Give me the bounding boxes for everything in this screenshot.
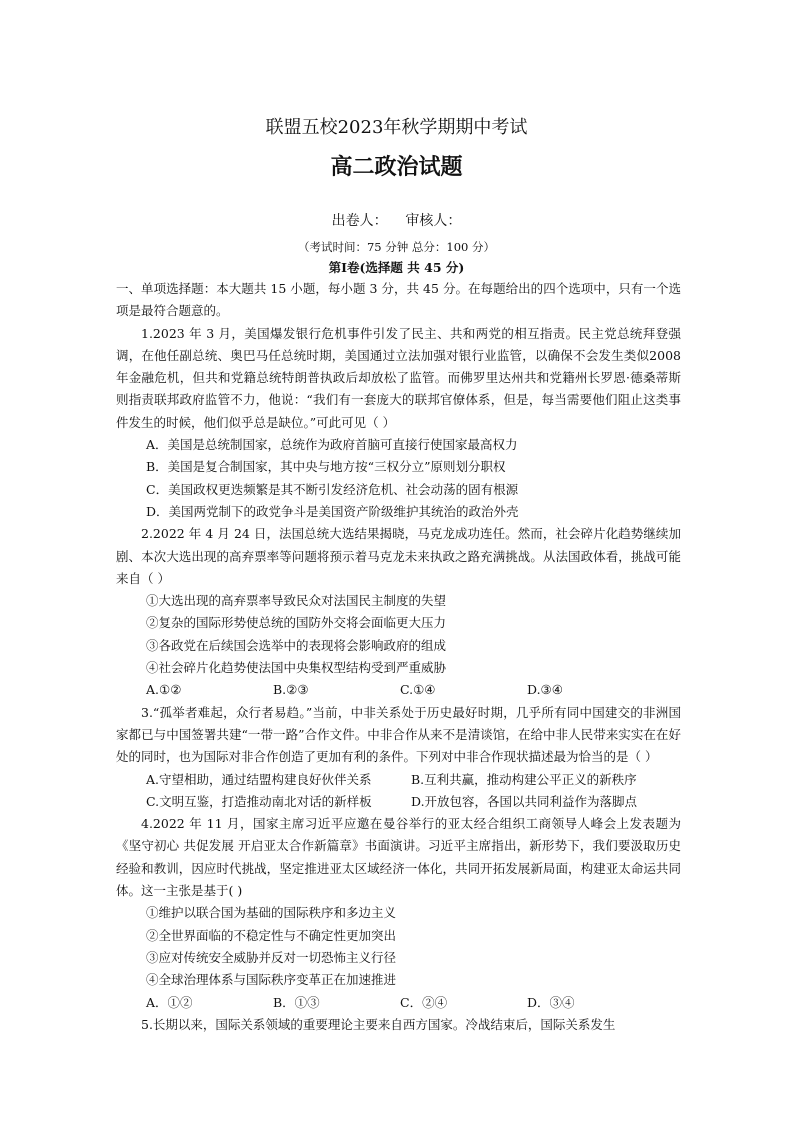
q2-stem: 2.2022 年 4 月 24 日，法国总统大选结果揭晓，马克龙成功连任。然而，社会碎片化趋势继续加剧、本次大选出现的高弃票率等问题将预示着马克龙未来执政之路充满挑战。从法国政体看，挑战可能来自（ ） (116, 526, 681, 586)
q1-stem: 1.2023 年 3 月，美国爆发银行危机事件引发了民主、共和两党的相互指责。民主党总统拜登强调，在他任副总统、奥巴马任总统时期，美国通过立法加强对银行业监管，以确保不会发生类似2008 年金融危机，但共和党籍总统特朗普执政后却放松了监管。而佛罗里达州共和党籍州长罗恩·德桑蒂斯则指责联邦政府监管不力，他说：“我们有一套庞大的联邦官僚体系，但是，每当需要他们阻止这类事件发生的时候，他们似乎总是缺位。”可此可见（ ） (116, 325, 681, 430)
q5-stem: 5.长期以来，国际关系领域的重要理论主要来自西方国家。冷战结束后，国际关系发生 (141, 1016, 616, 1032)
exam-time-info: （考试时间：75 分钟 总分：100 分） (297, 240, 496, 254)
q1-option-d: D．美国两党制下的政党争斗是美国资产阶级维护其统治的政治外壳 (146, 503, 519, 519)
q1-option-b: B．美国是复合制国家，其中央与地方按“三权分立”原则划分职权 (146, 459, 506, 475)
q2-item-3: ③各政党在后续国会选举中的表现将会影响政府的组成 (146, 637, 447, 653)
q2-choices (116, 679, 681, 701)
q3-choice-a: A.守望相助，通过结盟构建良好伙伴关系 (146, 771, 372, 787)
subject-title: 高二政治试题 (330, 154, 463, 180)
q3-choices-row-2 (116, 791, 681, 813)
q4-choice-b: B．①③ (273, 994, 320, 1010)
q2-choice-a: A.①② (146, 682, 182, 698)
q2-item-2: ②复杂的国际形势使总统的国防外交将会面临更大压力 (146, 615, 447, 631)
q4-item-1: ①维护以联合国为基础的国际秩序和多边主义 (146, 905, 397, 921)
q4-choices (116, 992, 681, 1014)
q2-choice-d: D.③④ (527, 682, 563, 698)
q4-choice-c: C．②④ (400, 994, 448, 1010)
exam-title: 联盟五校2023年秋学期期中考试 (265, 117, 528, 138)
setter-label: 出卷人： (331, 213, 388, 229)
q4-choice-d: D．③④ (527, 994, 575, 1010)
q3-choice-c: C.文明互鉴，打造推动南北对话的新样板 (146, 793, 372, 809)
q2-choice-c: C.①④ (400, 682, 436, 698)
authors-line (0, 210, 793, 230)
q4-item-2: ②全世界面临的不稳定性与不确定性更加突出 (146, 927, 397, 943)
q1-option-a: A．美国是总统制国家，总统作为政府首脑可直接行使国家最高权力 (146, 437, 518, 453)
q4-item-4: ④全球治理体系与国际秩序变革正在加速推进 (146, 972, 397, 988)
question-body (116, 278, 681, 1036)
q1-option-c: C．美国政权更迭频繁是其不断引发经济危机、社会动荡的固有根源 (146, 481, 519, 497)
q2-item-1: ①大选出现的高弃票率导致民众对法国民主制度的失望 (146, 593, 447, 609)
q2-choice-b: B.②③ (273, 682, 309, 698)
q4-item-3: ③应对传统安全威胁并反对一切恐怖主义行径 (146, 949, 397, 965)
q3-stem: 3.“孤举者难起，众行者易趋。”当前，中非关系处于历史最好时期，几乎所有同中国建交的非洲国家都已与中国签署共建“一带一路”合作文件。中非合作从来不是清谈馆，在给中非人民带来实实在在好处的同时，也为国际对非合作创造了更加有利的条件。下列对中非合作现状描述最为恰当的是（ ） (116, 704, 681, 765)
part-title: 第Ⅰ卷(选择题 共 45 分) (328, 260, 465, 275)
q2-item-4: ④社会碎片化趋势使法国中央集权型结构受到严重威胁 (146, 660, 447, 676)
q3-choice-d: D.开放包容，各国以共同利益作为落脚点 (411, 793, 638, 809)
q4-choice-a: A．①② (146, 994, 193, 1010)
q4-stem: 4.2022 年 11 月，国家主席习近平应邀在曼谷举行的亚太经合组织工商领导人峰会上发表题为《坚守初心 共促发展 开启亚太合作新篇章》书面演讲。习近平主席指出，新形势下，我们要汲取历史经验和教训，因应时代挑战，坚定推进亚太区域经济一体化，共同开拓发展新局面，构建亚太命运共同体。这一主张是基于( ) (116, 816, 681, 899)
section-instruction: 一、单项选择题：本大题共 15 小题，每小题 3 分，共 45 分。在每题给出的四个选项中，只有一个选项是最符合题意的。 (116, 281, 681, 319)
q3-choices-row-1 (116, 769, 681, 791)
reviewer-label: 审核人： (405, 213, 462, 229)
q3-choice-b: B.互利共赢，推动构建公平正义的新秩序 (411, 771, 637, 787)
